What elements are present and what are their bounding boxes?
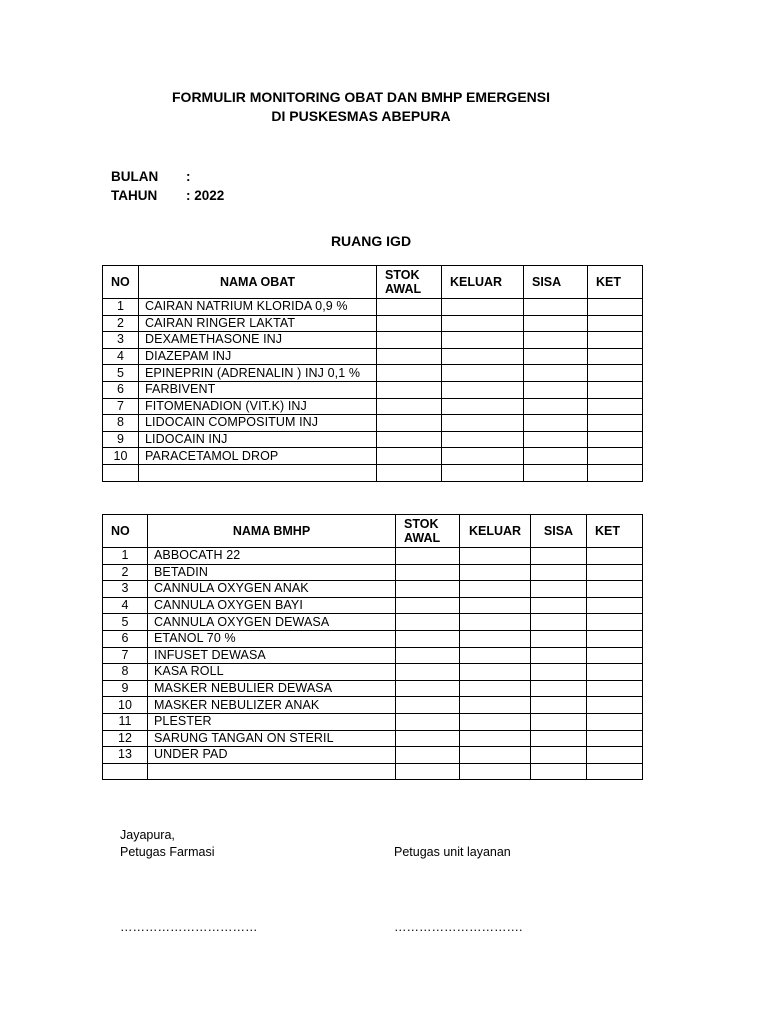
row-number: 1 [103, 548, 148, 565]
row-number: 11 [103, 713, 148, 730]
stok-awal-cell [377, 332, 442, 349]
sisa-cell [531, 747, 587, 764]
keluar-cell [460, 697, 531, 714]
stok-awal-cell [396, 680, 460, 697]
row-number: 10 [103, 697, 148, 714]
sisa-cell [531, 697, 587, 714]
header-ket: KET [588, 266, 643, 299]
row-number: 5 [103, 614, 148, 631]
ket-cell [588, 332, 643, 349]
table-row [103, 597, 643, 614]
sisa-cell [531, 664, 587, 681]
keluar-cell [460, 581, 531, 598]
stok-awal-cell [396, 630, 460, 647]
item-name: KASA ROLL [148, 664, 396, 681]
item-name: CAIRAN NATRIUM KLORIDA 0,9 % [139, 299, 377, 316]
signature-left-role: Petugas Farmasi [120, 845, 215, 859]
tahun-row [111, 188, 224, 203]
ket-cell [588, 398, 643, 415]
stok-awal-cell [377, 415, 442, 432]
header-no: NO [103, 515, 148, 548]
table-row [103, 664, 643, 681]
stok-awal-cell [396, 747, 460, 764]
keluar-cell [442, 381, 524, 398]
ket-cell [587, 597, 643, 614]
table-row [103, 348, 643, 365]
sisa-cell [524, 315, 588, 332]
table-row [103, 464, 643, 481]
sisa-cell [531, 680, 587, 697]
sisa-cell [524, 448, 588, 465]
ket-cell [587, 581, 643, 598]
sisa-cell [524, 381, 588, 398]
ket-cell [587, 630, 643, 647]
stok-awal-cell [396, 564, 460, 581]
ket-cell [588, 348, 643, 365]
keluar-cell [442, 464, 524, 481]
row-number [103, 763, 148, 780]
ket-cell [588, 365, 643, 382]
keluar-cell [460, 630, 531, 647]
table-row [103, 614, 643, 631]
ket-cell [588, 464, 643, 481]
keluar-cell [442, 415, 524, 432]
sisa-cell [524, 299, 588, 316]
stok-awal-cell [377, 381, 442, 398]
stok-awal-cell [396, 664, 460, 681]
stok-awal-cell [377, 431, 442, 448]
row-number: 1 [103, 299, 139, 316]
item-name: FITOMENADION (VIT.K) INJ [139, 398, 377, 415]
stok-awal-cell [396, 548, 460, 565]
row-number: 8 [103, 415, 139, 432]
item-name: MASKER NEBULIER DEWASA [148, 680, 396, 697]
row-number: 2 [103, 315, 139, 332]
keluar-cell [442, 315, 524, 332]
sisa-cell [531, 597, 587, 614]
row-number: 7 [103, 647, 148, 664]
stok-awal-cell [377, 398, 442, 415]
item-name: ETANOL 70 % [148, 630, 396, 647]
item-name: CAIRAN RINGER LAKTAT [139, 315, 377, 332]
keluar-cell [442, 299, 524, 316]
row-number: 4 [103, 597, 148, 614]
sisa-cell [531, 614, 587, 631]
tahun-value: : 2022 [186, 188, 225, 203]
stok-awal-cell [377, 299, 442, 316]
sisa-cell [524, 398, 588, 415]
bulan-row [111, 169, 191, 184]
ket-cell [587, 730, 643, 747]
ket-cell [587, 647, 643, 664]
item-name: EPINEPRIN (ADRENALIN ) INJ 0,1 % [139, 365, 377, 382]
stok-awal-cell [396, 713, 460, 730]
sisa-cell [531, 630, 587, 647]
table-row [103, 398, 643, 415]
row-number: 3 [103, 581, 148, 598]
stok-awal-cell [396, 597, 460, 614]
ket-cell [588, 381, 643, 398]
item-name: LIDOCAIN COMPOSITUM INJ [139, 415, 377, 432]
row-number: 3 [103, 332, 139, 349]
sisa-cell [531, 730, 587, 747]
keluar-cell [460, 664, 531, 681]
tahun-label: TAHUN [111, 188, 158, 203]
item-name: CANNULA OXYGEN BAYI [148, 597, 396, 614]
sisa-cell [531, 647, 587, 664]
stok-awal-cell [377, 365, 442, 382]
table-row [103, 697, 643, 714]
table-row [103, 730, 643, 747]
table-row [103, 448, 643, 465]
ket-cell [587, 680, 643, 697]
obat-table [102, 265, 643, 482]
ket-cell [587, 763, 643, 780]
header-sisa: SISA [531, 515, 587, 548]
item-name: ABBOCATH 22 [148, 548, 396, 565]
item-name: MASKER NEBULIZER ANAK [148, 697, 396, 714]
item-name: DIAZEPAM INJ [139, 348, 377, 365]
bmhp-header-row [103, 515, 643, 548]
item-name: DEXAMETHASONE INJ [139, 332, 377, 349]
stok-awal-cell [396, 730, 460, 747]
row-number: 2 [103, 564, 148, 581]
item-name: PLESTER [148, 713, 396, 730]
table-row [103, 713, 643, 730]
sisa-cell [531, 763, 587, 780]
ket-cell [587, 614, 643, 631]
row-number: 13 [103, 747, 148, 764]
form-title-line2: DI PUSKESMAS ABEPURA [271, 108, 451, 124]
table-row [103, 763, 643, 780]
ket-cell [588, 431, 643, 448]
signature-right-line: …………………………. [394, 920, 523, 934]
sisa-cell [524, 415, 588, 432]
keluar-cell [442, 348, 524, 365]
header-keluar: KELUAR [442, 266, 524, 299]
item-name: BETADIN [148, 564, 396, 581]
signature-left-line: …………………………… [120, 920, 258, 934]
header-nama-obat: NAMA OBAT [139, 266, 377, 299]
keluar-cell [460, 597, 531, 614]
item-name [139, 464, 377, 481]
keluar-cell [460, 548, 531, 565]
sisa-cell [524, 431, 588, 448]
signature-place: Jayapura, [120, 828, 175, 842]
ket-cell [588, 448, 643, 465]
stok-awal-cell [377, 464, 442, 481]
table-row [103, 630, 643, 647]
room-title: RUANG IGD [330, 233, 412, 249]
item-name: FARBIVENT [139, 381, 377, 398]
table-row [103, 381, 643, 398]
ket-cell [588, 315, 643, 332]
row-number: 6 [103, 630, 148, 647]
row-number: 7 [103, 398, 139, 415]
keluar-cell [460, 713, 531, 730]
header-ket: KET [587, 515, 643, 548]
table-row [103, 680, 643, 697]
keluar-cell [460, 647, 531, 664]
item-name: CANNULA OXYGEN ANAK [148, 581, 396, 598]
item-name: PARACETAMOL DROP [139, 448, 377, 465]
keluar-cell [460, 747, 531, 764]
sisa-cell [524, 365, 588, 382]
keluar-cell [442, 448, 524, 465]
row-number: 9 [103, 680, 148, 697]
obat-header-row [103, 266, 643, 299]
header-stok-awal: STOK AWAL [396, 515, 460, 548]
stok-awal-cell [377, 315, 442, 332]
item-name: CANNULA OXYGEN DEWASA [148, 614, 396, 631]
ket-cell [588, 415, 643, 432]
keluar-cell [460, 680, 531, 697]
keluar-cell [460, 564, 531, 581]
signature-right-role: Petugas unit layanan [394, 845, 511, 859]
header-sisa: SISA [524, 266, 588, 299]
header-stok-awal: STOK AWAL [377, 266, 442, 299]
ket-cell [588, 299, 643, 316]
ket-cell [587, 548, 643, 565]
sisa-cell [531, 581, 587, 598]
ket-cell [587, 664, 643, 681]
row-number: 9 [103, 431, 139, 448]
stok-awal-cell [396, 581, 460, 598]
sisa-cell [531, 564, 587, 581]
header-nama-bmhp: NAMA BMHP [148, 515, 396, 548]
stok-awal-cell [396, 647, 460, 664]
row-number: 12 [103, 730, 148, 747]
row-number: 8 [103, 664, 148, 681]
stok-awal-cell [396, 614, 460, 631]
bmhp-table-body [103, 548, 643, 780]
item-name [148, 763, 396, 780]
keluar-cell [460, 763, 531, 780]
table-row [103, 332, 643, 349]
table-row [103, 299, 643, 316]
header-no: NO [103, 266, 139, 299]
keluar-cell [442, 398, 524, 415]
table-row [103, 564, 643, 581]
table-row [103, 431, 643, 448]
sisa-cell [524, 332, 588, 349]
ket-cell [587, 713, 643, 730]
table-row [103, 548, 643, 565]
row-number: 4 [103, 348, 139, 365]
table-row [103, 365, 643, 382]
keluar-cell [442, 332, 524, 349]
bmhp-table [102, 514, 643, 780]
keluar-cell [460, 730, 531, 747]
header-keluar: KELUAR [460, 515, 531, 548]
item-name: INFUSET DEWASA [148, 647, 396, 664]
sisa-cell [524, 348, 588, 365]
table-row [103, 415, 643, 432]
ket-cell [587, 564, 643, 581]
stok-awal-cell [396, 763, 460, 780]
obat-table-body [103, 299, 643, 482]
keluar-cell [442, 365, 524, 382]
item-name: SARUNG TANGAN ON STERIL [148, 730, 396, 747]
form-title-line1: FORMULIR MONITORING OBAT DAN BMHP EMERGENSI [172, 89, 550, 105]
sisa-cell [524, 464, 588, 481]
table-row [103, 647, 643, 664]
row-number: 10 [103, 448, 139, 465]
keluar-cell [460, 614, 531, 631]
bulan-value: : [186, 169, 191, 184]
stok-awal-cell [396, 697, 460, 714]
table-row [103, 315, 643, 332]
sisa-cell [531, 713, 587, 730]
row-number [103, 464, 139, 481]
item-name: LIDOCAIN INJ [139, 431, 377, 448]
stok-awal-cell [377, 348, 442, 365]
item-name: UNDER PAD [148, 747, 396, 764]
table-row [103, 747, 643, 764]
bulan-label: BULAN [111, 169, 159, 184]
keluar-cell [442, 431, 524, 448]
table-row [103, 581, 643, 598]
row-number: 6 [103, 381, 139, 398]
sisa-cell [531, 548, 587, 565]
ket-cell [587, 697, 643, 714]
ket-cell [587, 747, 643, 764]
row-number: 5 [103, 365, 139, 382]
stok-awal-cell [377, 448, 442, 465]
